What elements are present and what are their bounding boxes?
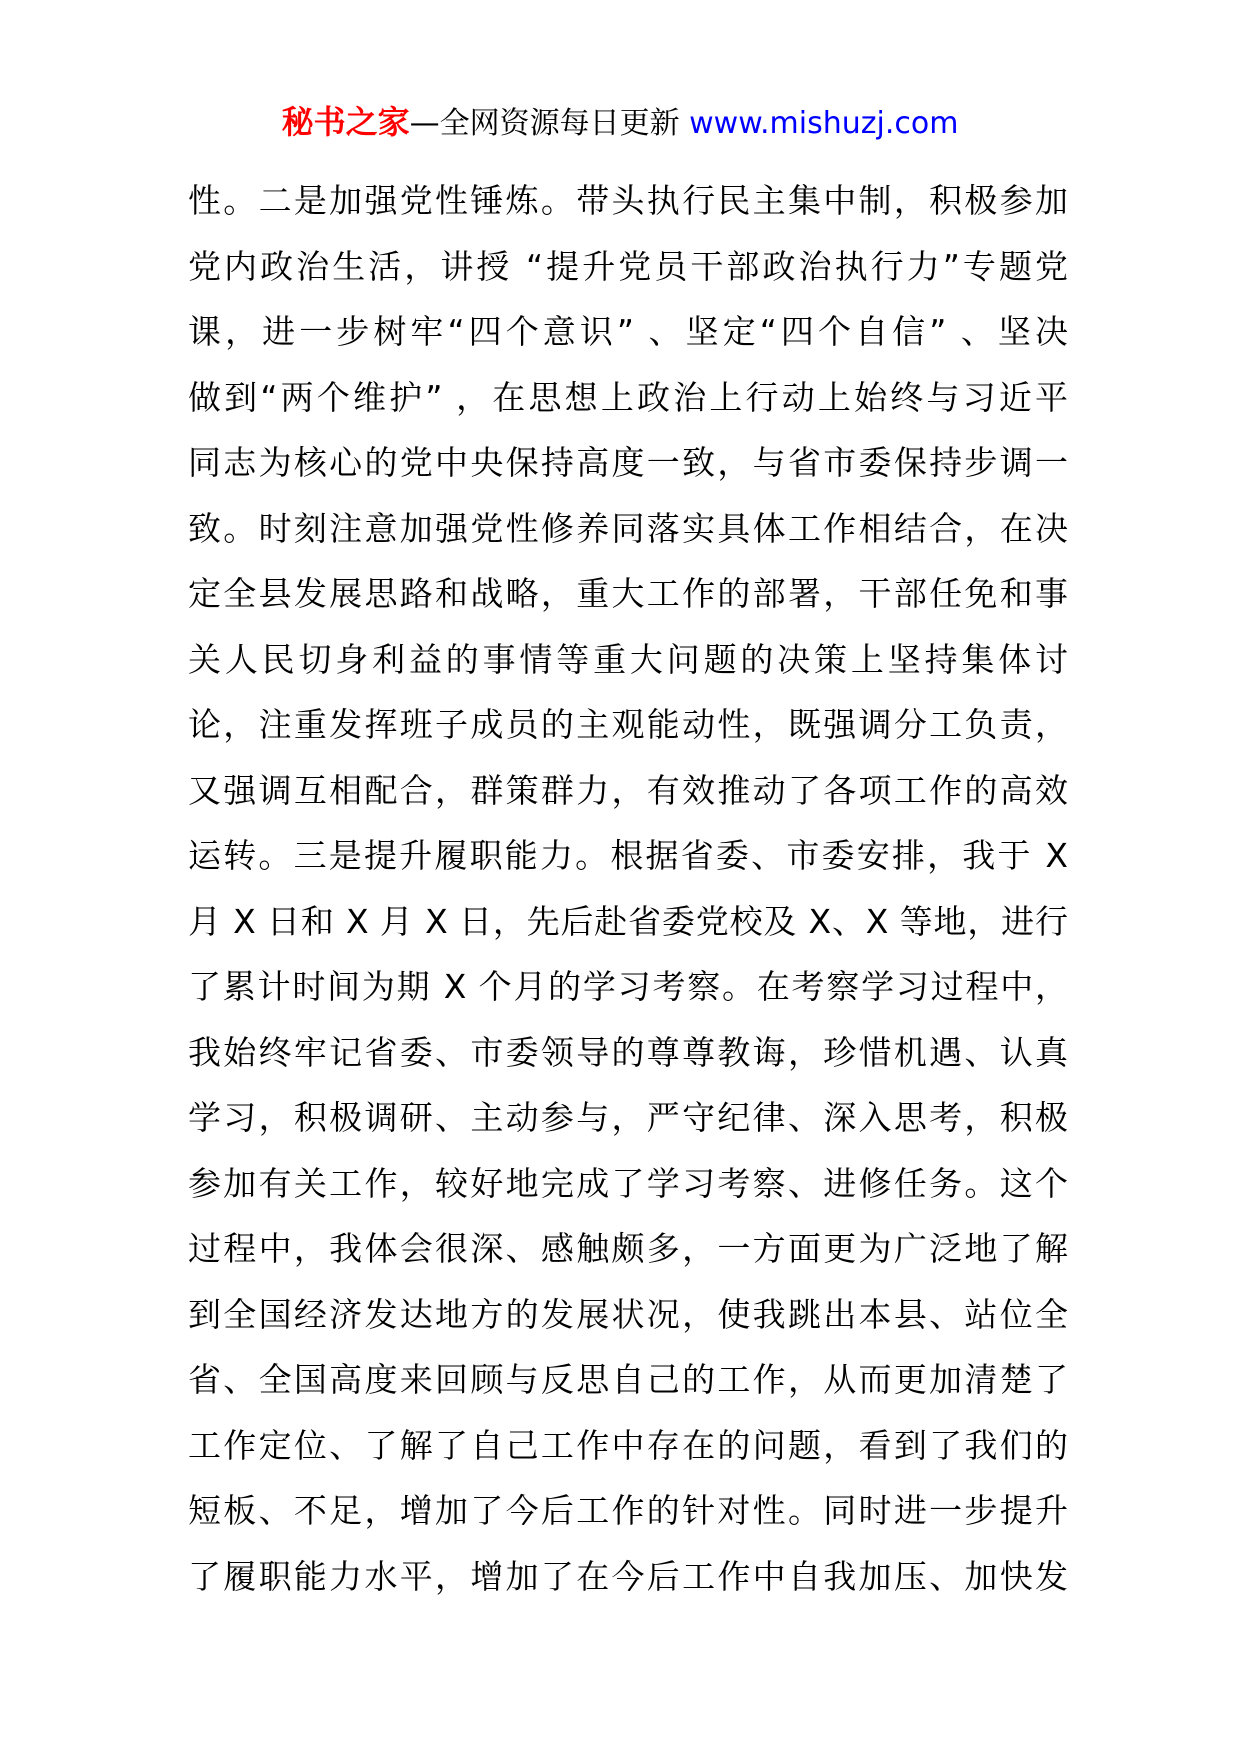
page-header	[0, 100, 1240, 146]
body-line: 了累计时间为期 X 个月的学习考察。在考察学习过程中，	[188, 967, 1068, 1006]
body-line: 做到“两个维护” ，在思想上政治上行动上始终与习近平	[188, 377, 1068, 417]
body-line: 致。时刻注意加强党性修养同落实具体工作相结合，在决	[188, 508, 1068, 548]
body-line: 月 X 日和 X 月 X 日，先后赴省委党校及 X、X 等地，进行	[188, 901, 1068, 941]
body-line: 性。二是加强党性锤炼。带头执行民主集中制，积极参加	[188, 181, 1068, 220]
body-line: 论，注重发挥班子成员的主观能动性，既强调分工负责，	[188, 705, 1068, 744]
body-line: 又强调互相配合，群策群力，有效推动了各项工作的高效	[188, 770, 1068, 810]
site-tagline: —全网资源每日更新	[409, 106, 690, 141]
body-line: 省、全国高度来回顾与反思自己的工作，从而更加清楚了	[188, 1360, 1068, 1399]
document-body	[188, 168, 1068, 1609]
body-line: 短板、不足，增加了今后工作的针对性。同时进一步提升	[188, 1491, 1068, 1530]
body-line: 课，进一步树牢“四个意识” 、坚定“四个自信” 、坚决	[188, 312, 1068, 351]
body-line: 了履职能力水平，增加了在今后工作中自我加压、加快发	[188, 1556, 1068, 1596]
body-line: 定全县发展思路和战略，重大工作的部署，干部任免和事	[188, 574, 1068, 613]
body-line: 学习，积极调研、主动参与，严守纪律、深入思考，积极	[188, 1098, 1068, 1137]
site-url-link[interactable]: www.mishuzj.com	[689, 106, 959, 141]
body-line: 运转。三是提升履职能力。根据省委、市委安排，我于 X	[188, 836, 1068, 875]
site-brand: 秘书之家	[281, 103, 410, 141]
body-line: 参加有关工作，较好地完成了学习考察、进修任务。这个	[188, 1163, 1068, 1203]
body-line: 关人民切身利益的事情等重大问题的决策上坚持集体讨	[188, 639, 1068, 679]
body-line: 到全国经济发达地方的发展状况，使我跳出本县、站位全	[188, 1294, 1068, 1334]
body-line: 过程中，我体会很深、感触颇多，一方面更为广泛地了解	[188, 1229, 1068, 1268]
body-line: 同志为核心的党中央保持高度一致，与省市委保持步调一	[188, 443, 1068, 482]
body-line: 工作定位、了解了自己工作中存在的问题，看到了我们的	[188, 1425, 1068, 1465]
body-line: 党内政治生活，讲授 “提升党员干部政治执行力”专题党	[188, 246, 1068, 286]
body-line: 我始终牢记省委、市委领导的尊尊教诲，珍惜机遇、认真	[188, 1032, 1068, 1072]
